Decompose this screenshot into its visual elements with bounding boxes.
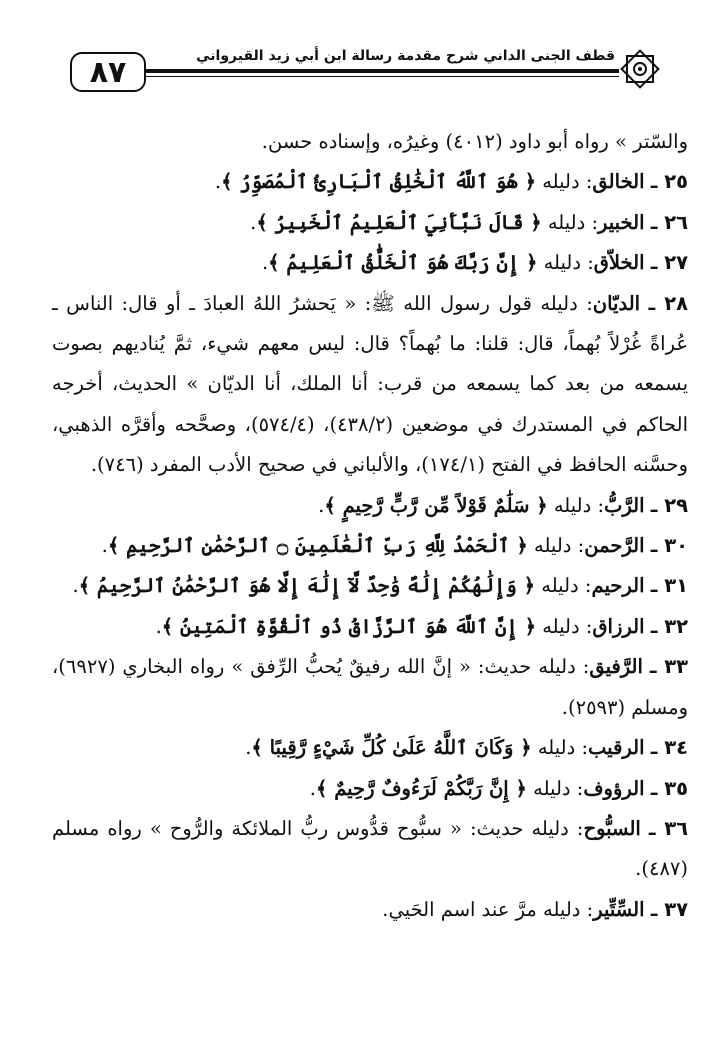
- entry-25: ٢٥ ـ الخالق: دليله ﴿ هُوَ ٱللَّهُ ٱلْخَٰلِقُ ٱلْبَارِئُ ٱلْمُصَوِّرُ ﴾.: [214, 170, 688, 194]
- entry-34: ٣٤ ـ الرقيب: دليله ﴿ وَكَانَ ٱللَّهُ عَلَىٰ كُلِّ شَيْءٍ رَّقِيبًا ﴾.: [245, 736, 688, 760]
- entry-text: : دليله: [536, 614, 593, 638]
- entry-37: [52, 890, 688, 930]
- divine-name: الرَّبُّ: [604, 493, 645, 517]
- quran-verse: ﴿ إِنَّ ٱللَّهَ هُوَ ٱلرَّزَّاقُ ذُو ٱلْقُوَّةِ ٱلْمَتِينُ ﴾: [161, 614, 537, 638]
- header-rule-thin: [146, 76, 619, 77]
- entry-number: ٢٩ ـ: [650, 493, 688, 517]
- entry-number: ٢٧ ـ: [650, 251, 688, 275]
- quran-verse: ﴿ وَإِلَٰهُكُمْ إِلَٰهٌ وَٰحِدٌ لَّآ إِلَٰهَ إِلَّا هُوَ ٱلرَّحْمَٰنُ ٱلرَّحِيمُ ﴾: [78, 574, 536, 598]
- entry-text: : دليله: [537, 251, 594, 275]
- divine-name: الرزاق: [592, 614, 645, 638]
- entry-number: ٣٢ ـ: [650, 614, 688, 638]
- entry-number: ٣٧ ـ: [650, 897, 688, 921]
- entry-text: : دليله قول رسول الله ﷺ: « يَحشرُ اللهُ العبادَ ـ أو قال: الناس ـ عُراةً غُرْلاً بُهماً، قال: قلنا: ما بُهماً؟ قال: ليس معهم شيء، ثمَّ يُناديهم بصوت يسمعه من بعد كما يسمعه من قرب: أنا الملك، أنا الديّان » الحديث، أخرجه الحاكم في المستدرك في موضعين (٤٣٨/٢)، (٥٧٤/٤)، وصحَّحه وأقرَّه الذهبي، وحسَّنه الحافظ في الفتح (١٧٤/١)، والألباني في صحيح الأدب المفرد (٧٤٦).: [52, 291, 688, 477]
- quran-verse: ﴿ هُوَ ٱللَّهُ ٱلْخَٰلِقُ ٱلْبَارِئُ ٱلْمُصَوِّرُ ﴾: [221, 170, 537, 194]
- entry-number: ٣١ ـ: [650, 574, 688, 598]
- divine-name: الرَّحمن: [584, 534, 645, 558]
- entry-text: : دليله مرَّ عند اسم الحَيي.: [382, 897, 594, 921]
- entry-number: ٣٤ ـ: [650, 736, 688, 760]
- entry-number: ٢٦ ـ: [650, 210, 688, 234]
- entry-35: ٣٥ ـ الرؤوف: دليله ﴿ إِنَّ رَبَّكُمْ لَرَءُوفٌ رَّحِيمٌ ﴾.: [309, 776, 688, 800]
- page-body: [52, 122, 688, 930]
- divine-name: الرَّفيق: [589, 655, 643, 679]
- entry-31: ٣١ ـ الرحيم: دليله ﴿ وَإِلَٰهُكُمْ إِلَٰهٌ وَٰحِدٌ لَّآ إِلَٰهَ إِلَّا هُوَ ٱلرَّحْمَٰنُ ٱلرَّحِيمُ ﴾.: [72, 574, 688, 598]
- entry-26: ٢٦ ـ الخبير: دليله ﴿ قَالَ نَبَّأَنِيَ ٱلْعَلِيمُ ٱلْخَبِيرُ ﴾.: [250, 210, 688, 234]
- quran-verse: ﴿ إِنَّ رَبَّكَ هُوَ ٱلْخَلَّٰقُ ٱلْعَلِيمُ ﴾: [268, 251, 538, 275]
- divine-name: الرقيب: [588, 736, 645, 760]
- header-rule-thick: [146, 69, 619, 73]
- divine-name: الخبير: [598, 210, 645, 234]
- divine-name: السبُّوح: [583, 816, 641, 840]
- entry-36: [52, 809, 688, 890]
- entry-text: : دليله: [535, 574, 592, 598]
- entry-29: ٢٩ ـ الرَّبُّ: دليله ﴿ سَلَٰمٌ قَوْلاً مِّن رَّبٍّ رَّحِيمٍ ﴾.: [318, 493, 688, 517]
- entry-32: ٣٢ ـ الرزاق: دليله ﴿ إِنَّ ٱللَّهَ هُوَ ٱلرَّزَّاقُ ذُو ٱلْقُوَّةِ ٱلْمَتِينُ ﴾.: [155, 614, 688, 638]
- entry-text: : دليله حديث: « إنَّ الله رفيقٌ يُحبُّ الرِّفق » رواه البخاري (٦٩٢٧)، ومسلم (٢٥٩٣).: [52, 655, 688, 719]
- entry-text: : دليله: [536, 170, 593, 194]
- entry-number: ٣٦ ـ: [648, 816, 688, 840]
- continuation-line: والسّتر » رواه أبو داود (٤٠١٢) وغيرُه، وإسناده حسن.: [261, 130, 688, 153]
- divine-name: الرؤوف: [583, 776, 645, 800]
- divine-name: الرحيم: [591, 574, 645, 598]
- divine-name: الخالق: [592, 170, 645, 194]
- quran-verse: ﴿ وَكَانَ ٱللَّهُ عَلَىٰ كُلِّ شَيْءٍ رَّقِيبًا ﴾: [251, 736, 532, 760]
- entry-text: : دليله: [526, 776, 584, 800]
- entry-text: : دليله: [527, 534, 585, 558]
- entry-number: ٢٨ ـ: [648, 291, 688, 315]
- quran-verse: ﴿ إِنَّ رَبَّكُمْ لَرَءُوفٌ رَّحِيمٌ ﴾: [315, 776, 527, 800]
- entry-27: ٢٧ ـ الخلاّق: دليله ﴿ إِنَّ رَبَّكَ هُوَ ٱلْخَلَّٰقُ ٱلْعَلِيمُ ﴾.: [261, 251, 688, 275]
- entry-33: [52, 647, 688, 728]
- page-number: ٨٧: [70, 52, 146, 92]
- entry-number: ٢٥ ـ: [650, 170, 688, 194]
- running-title: قطف الجنى الداني شرح مقدمة رسالة ابن أبي زيد القيرواني: [196, 48, 615, 64]
- quran-verse: ﴿ قَالَ نَبَّأَنِيَ ٱلْعَلِيمُ ٱلْخَبِيرُ ﴾: [256, 210, 542, 234]
- quran-verse: ﴿ ٱلْحَمْدُ لِلَّهِ رَبِّ ٱلْعَٰلَمِينَ ۝ ٱلرَّحْمَٰنِ ٱلرَّحِيمِ ﴾: [107, 534, 528, 558]
- page-header: [0, 0, 727, 110]
- entry-number: ٣٠ ـ: [650, 534, 688, 558]
- entry-text: : دليله حديث: « سبُّوح قدُّوس ربُّ الملائكة والرُّوح » رواه مسلم (٤٨٧).: [52, 816, 688, 881]
- entry-28: [52, 284, 688, 486]
- entry-number: ٣٥ ـ: [650, 776, 688, 800]
- star-ornament-icon: [619, 48, 661, 90]
- entry-number: ٣٣ ـ: [649, 655, 688, 679]
- divine-name: السِّتِّير: [593, 897, 645, 921]
- entry-text: : دليله: [547, 493, 605, 517]
- entry-30: ٣٠ ـ الرَّحمن: دليله ﴿ ٱلْحَمْدُ لِلَّهِ رَبِّ ٱلْعَٰلَمِينَ ۝ ٱلرَّحْمَٰنِ ٱلرَّحِيمِ ﴾.: [101, 534, 688, 558]
- divine-name: الخلاّق: [593, 251, 645, 275]
- divine-name: الديّان: [592, 291, 641, 315]
- entry-text: : دليله: [541, 210, 599, 234]
- entry-text: : دليله: [531, 736, 589, 760]
- quran-verse: ﴿ سَلَٰمٌ قَوْلاً مِّن رَّبٍّ رَّحِيمٍ ﴾: [324, 493, 548, 517]
